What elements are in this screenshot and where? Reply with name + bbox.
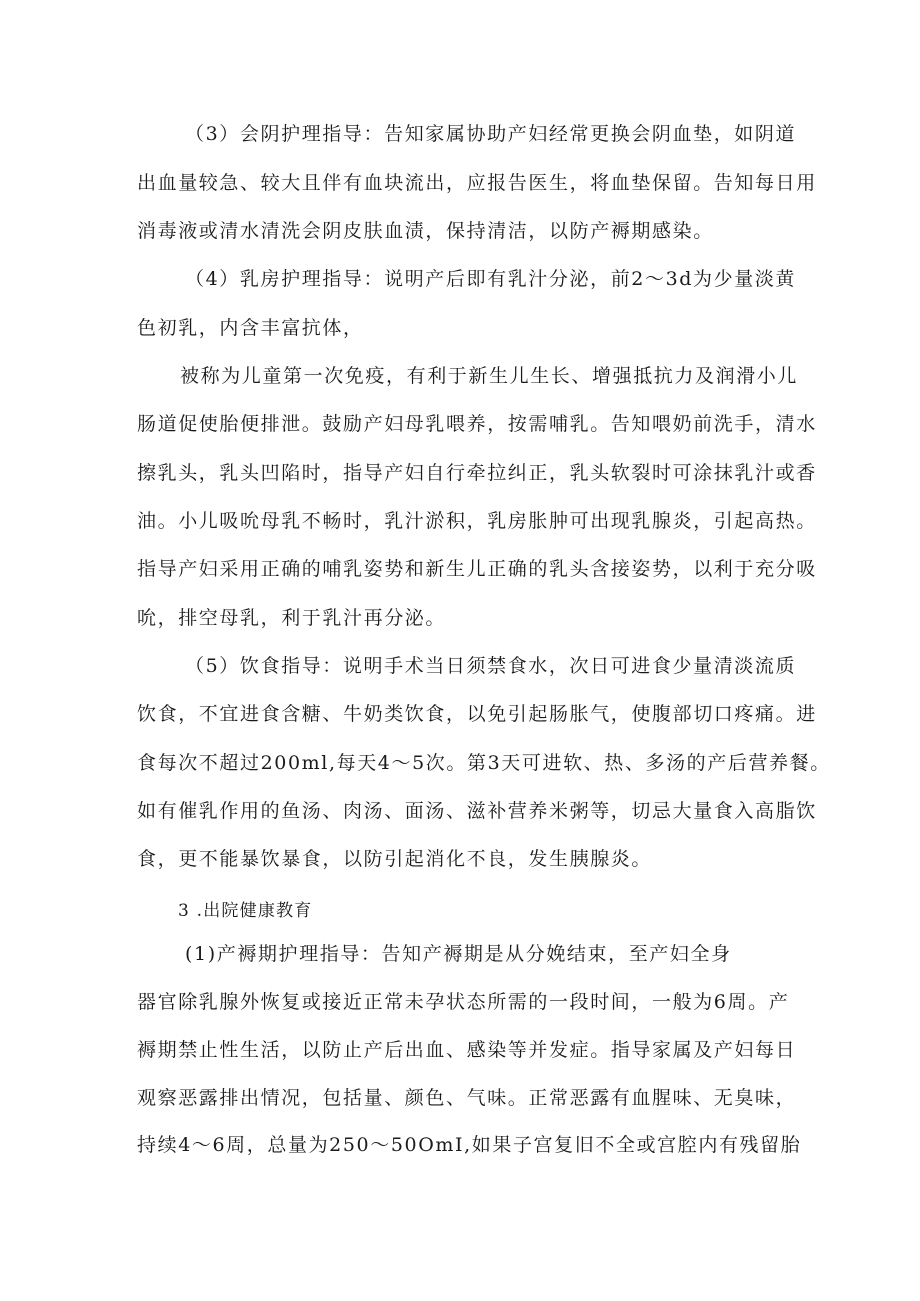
text-line: 色初乳，内含丰富抗体， (137, 317, 364, 339)
text-line: 擦乳头，乳头凹陷时，指导产妇自行牵拉纠正，乳头软裂时可涂抹乳汁或香 (137, 462, 817, 484)
text-line: 被称为儿童第一次免疫，有利于新生儿生长、增强抵抗力及润滑小儿 (180, 365, 799, 387)
text-line: 肠道促使胎便排泄。鼓励产妇母乳喂养，按需哺乳。告知喂奶前洗手，清水 (137, 413, 817, 435)
text-line: 饮食，不宜进食含糖、牛奶类饮食，以免引起肠胀气，使腹部切口疼痛。进 (137, 703, 817, 725)
text-line: （3）会阴护理指导：告知家属协助产妇经常更换会阴血垫，如阴道 (185, 123, 797, 145)
text-line: 食，更不能暴饮暴食，以防引起消化不良，发生胰腺炎。 (137, 848, 653, 870)
text-line: 观察恶露排出情况，包括量、颜色、气味。正常恶露有血腥味、无臭味， (137, 1087, 797, 1109)
section-heading: 3 .出院健康教育 (178, 901, 313, 921)
text-line: (1)产褥期护理指导：告知产褥期是从分娩结束，至产妇全身 (185, 943, 732, 965)
text-line: 消毒液或清水清洗会阴皮肤血渍，保持清洁，以防产褥期感染。 (137, 220, 714, 242)
text-line: 食每次不超过200ml,每天4～5次。第3天可进软、热、多汤的产后营养餐。 (137, 752, 831, 774)
text-line: 持续4～6周，总量为250～50OmI,如果子宫复旧不全或宫腔内有残留胎 (137, 1134, 802, 1156)
text-line: 吮，排空母乳，利于乳汁再分泌。 (137, 607, 447, 629)
text-line: 褥期禁止性生活，以防止产后出血、感染等并发症。指导家属及产妇每日 (137, 1039, 797, 1061)
text-line: 器官除乳腺外恢复或接近正常未孕状态所需的一段时间，一般为6周。产 (137, 991, 790, 1013)
text-line: 指导产妇采用正确的哺乳姿势和新生儿正确的乳头含接姿势，以利于充分吸 (137, 558, 817, 580)
text-line: 如有催乳作用的鱼汤、肉汤、面汤、滋补营养米粥等，切忌大量食入高脂饮 (137, 800, 817, 822)
text-line: （5）饮食指导：说明手术当日须禁食水，次日可进食少量清淡流质 (185, 655, 797, 677)
text-line: 出血量较急、较大且伴有血块流出，应报告医生，将血垫保留。告知每日用 (137, 172, 817, 194)
text-line: （4）乳房护理指导：说明产后即有乳汁分泌，前2～3d为少量淡黄 (185, 268, 797, 290)
text-line: 油。小儿吸吮母乳不畅时，乳汁淤积，乳房胀肿可出现乳腺炎，引起高热。 (137, 510, 817, 532)
